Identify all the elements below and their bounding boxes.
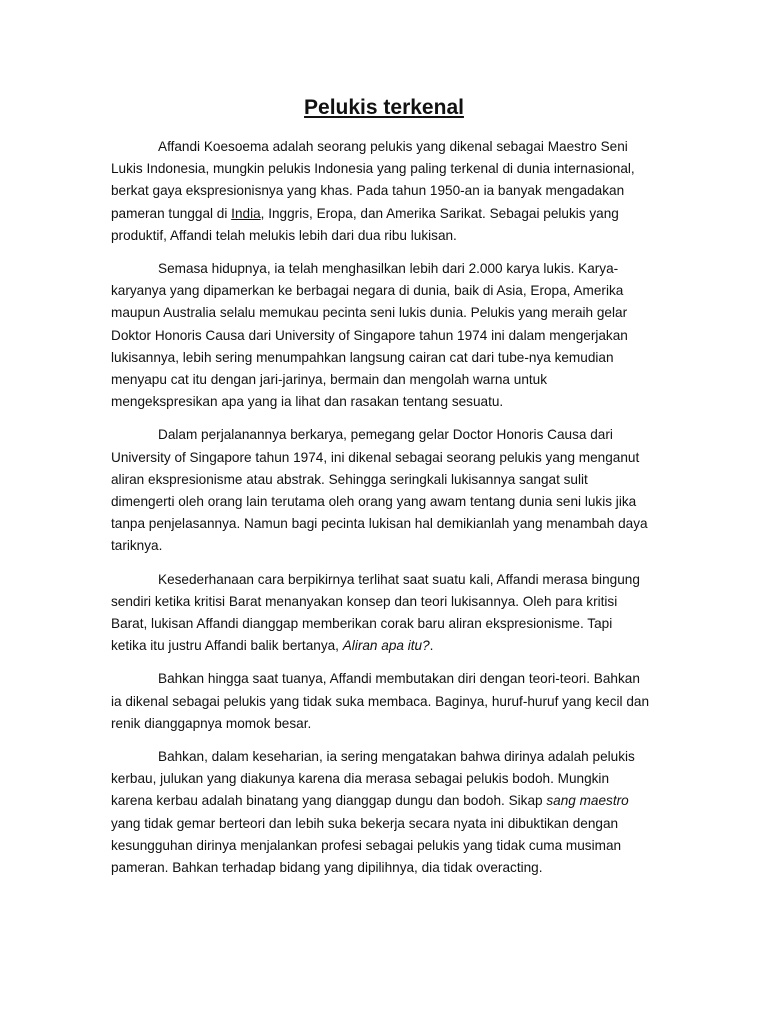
text-line: renik dianggapnya momok besar.	[111, 715, 312, 731]
paragraph-5	[111, 668, 659, 735]
text-line: Affandi Koesoema adalah seorang pelukis yang dikenal sebagai Maestro Seni	[158, 139, 628, 154]
text-line: maupun Australia selalu memukau pecinta seni lukis dunia. Pelukis yang meraih gelar	[111, 305, 628, 321]
text-line: University of Singapore tahun 1974, ini dikenal sebagai seorang pelukis yang menganut	[111, 449, 640, 465]
italic-phrase: Aliran apa itu?	[342, 638, 430, 654]
text-line: Doktor Honoris Causa dari University of Singapore tahun 1974 ini dalam mengerjakan	[111, 327, 628, 343]
page-title: Pelukis terkenal	[304, 96, 464, 119]
text-line: lukisannya, lebih sering menumpahkan langsung cairan cat dari tube-nya kemudian	[111, 349, 614, 365]
text-line: ia dikenal sebagai pelukis yang tidak suka membaca. Baginya, huruf-huruf yang kecil dan	[111, 693, 650, 709]
text-segment: , Inggris, Eropa, dan Amerika Sarikat. Sebagai pelukis yang	[260, 205, 619, 221]
text-segment: ketika itu justru Affandi balik bertanya,	[111, 638, 343, 654]
text-line	[111, 790, 659, 812]
text-line: yang tidak gemar berteori dan lebih suka bekerja secara nyata ini dibuktikan dengan	[111, 815, 619, 831]
paragraph-4	[111, 569, 659, 658]
document-body	[111, 136, 659, 890]
text-line	[111, 203, 659, 225]
text-line: tariknya.	[111, 538, 163, 554]
text-line: Bahkan hingga saat tuanya, Affandi membutakan diri dengan teori-teori. Bahkan	[158, 671, 640, 687]
text-line: pameran. Bahkan terhadap bidang yang dipilihnya, dia tidak overacting.	[111, 860, 543, 876]
text-line: Lukis Indonesia, mungkin pelukis Indonesia yang paling terkenal di dunia internasional,	[111, 161, 635, 177]
text-segment: pameran tunggal di	[111, 205, 232, 221]
text-line: produktif, Affandi telah melukis lebih dari dua ribu lukisan.	[111, 227, 457, 243]
text-line: kerbau, julukan yang diakunya karena dia merasa sebagai pelukis bodoh. Mungkin	[111, 771, 610, 787]
text-line: menyapu cat itu dengan jari-jarinya, bermain dan mengolah warna untuk	[111, 372, 548, 388]
text-line: dimengerti oleh orang lain terutama oleh orang yang awam tentang dunia seni lukis jika	[111, 494, 637, 510]
text-line: mengekspresikan apa yang ia lihat dan rasakan tentang sesuatu.	[111, 394, 504, 410]
text-line: Barat, lukisan Affandi dianggap memberikan corak baru aliran ekspresionisme. Tapi	[111, 616, 613, 632]
text-line: Kesederhanaan cara berpikirnya terlihat saat suatu kali, Affandi merasa bingung	[158, 571, 640, 587]
underlined-word-india: India	[231, 205, 261, 221]
text-line: Semasa hidupnya, ia telah menghasilkan lebih dari 2.000 karya lukis. Karya-	[158, 261, 619, 277]
italic-phrase: sang maestro	[546, 793, 629, 809]
paragraph-3	[111, 424, 659, 557]
text-line: aliran ekspresionisme atau abstrak. Sehingga seringkali lukisannya sangat sulit	[111, 471, 588, 487]
paragraph-6	[111, 746, 659, 879]
paragraph-1	[111, 136, 659, 247]
text-line: kesungguhan dirinya menjalankan profesi sebagai pelukis yang tidak cuma musiman	[111, 837, 622, 853]
text-line: Dalam perjalanannya berkarya, pemegang gelar Doctor Honoris Causa dari	[158, 427, 613, 443]
paragraph-2	[111, 258, 659, 413]
text-line	[111, 635, 659, 657]
text-segment: .	[429, 638, 434, 654]
text-line: karyanya yang dipamerkan ke berbagai negara di dunia, baik di Asia, Eropa, Amerika	[111, 283, 624, 299]
text-line: tanpa penjelasannya. Namun bagi pecinta lukisan hal demikianlah yang menambah daya	[111, 516, 648, 532]
text-segment: karena kerbau adalah binatang yang dianggap dungu dan bodoh. Sikap	[111, 793, 547, 809]
text-line: berkat gaya ekspresionisnya yang khas. Pada tahun 1950-an ia banyak mengadakan	[111, 183, 625, 199]
text-line: sendiri ketika kritisi Barat menanyakan konsep dan teori lukisannya. Oleh para kritisi	[111, 593, 618, 609]
text-line: Bahkan, dalam keseharian, ia sering mengatakan bahwa dirinya adalah pelukis	[158, 749, 635, 765]
